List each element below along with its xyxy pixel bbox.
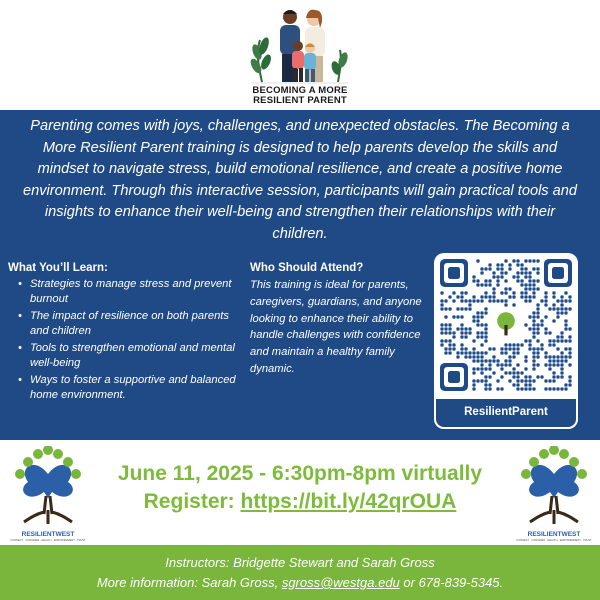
instructors-line: Instructors: Bridgette Stewart and Sarah Gross <box>165 555 435 570</box>
learn-list <box>8 277 238 403</box>
contact-prefix: More information: Sarah Gross, <box>96 575 282 590</box>
logo-tagline: CONNECT · CONSIDER · HEALTH · EMPOWERMENT · TRUST <box>10 539 86 542</box>
attend-title: Who Should Attend? <box>250 262 364 274</box>
header <box>0 0 600 110</box>
header-title-line1: BECOMING A MORE <box>252 85 348 96</box>
contact-email-link[interactable]: sgross@westga.edu <box>281 575 400 590</box>
attend-column <box>250 262 428 378</box>
info-panel <box>0 110 600 440</box>
logo-name: RESILIENTWEST <box>527 531 581 538</box>
bullet-icon: • <box>18 278 22 290</box>
learn-item-text: Ways to foster a supportive and balanced home environment. <box>30 374 236 401</box>
contact-line <box>0 575 600 590</box>
register-link[interactable]: https://bit.ly/42qrOUA <box>240 490 457 513</box>
header-title <box>240 86 360 106</box>
learn-item <box>8 277 238 307</box>
logo-name: RESILIENTWEST <box>21 531 75 538</box>
learn-item <box>8 341 238 371</box>
qr-card[interactable] <box>434 253 578 429</box>
attend-text: This training is ideal for parents, caregivers, guardians, and anyone looking to enhance their ability to handle challenges with confidence and maintain a healthy family dynamic. <box>250 279 422 375</box>
family-illustration <box>248 4 352 86</box>
resilientwest-logo-left <box>6 446 90 542</box>
bullet-icon: • <box>18 374 22 386</box>
tree-logo-icon <box>6 446 90 526</box>
tree-logo-icon <box>512 446 596 526</box>
header-title-line2: RESILIENT PARENT <box>253 95 347 106</box>
learn-title: What You’ll Learn: <box>8 262 108 274</box>
logo-tagline: CONNECT · CONSIDER · HEALTH · EMPOWERMENT · TRUST <box>516 539 592 542</box>
learn-item-text: Strategies to manage stress and prevent burnout <box>30 278 232 305</box>
event-date: June 11, 2025 - 6:30pm-8pm virtually <box>117 462 483 485</box>
qr-code[interactable] <box>440 259 572 391</box>
resilientwest-logo-right <box>512 446 596 542</box>
contact-suffix: or 678-839-5345. <box>399 575 504 590</box>
register-prefix: Register: <box>143 490 241 513</box>
learn-item <box>8 309 238 339</box>
learn-item-text: Tools to strengthen emotional and mental well-being <box>30 342 235 369</box>
intro-paragraph: Parenting comes with joys, challenges, and unexpected obstacles. The Becoming a More Resilient Parent training is designed to help parents develop the skills and mindset to navigate stress, build emotional resilience, and create a positive home environment. Through this interactive session, participants will gain practical tools and insights to enhance their well-being and strengthen their relationships with their children. <box>22 118 578 242</box>
qr-label: ResilientParent <box>464 406 548 418</box>
learn-item-text: The impact of resilience on both parents and children <box>30 310 229 337</box>
learn-item <box>8 373 238 403</box>
bullet-icon: • <box>18 310 22 322</box>
register-line <box>100 490 500 514</box>
footer <box>0 545 600 600</box>
event-band <box>0 440 600 545</box>
bullet-icon: • <box>18 342 22 354</box>
learn-column <box>8 262 238 405</box>
qr-footer <box>434 399 578 429</box>
